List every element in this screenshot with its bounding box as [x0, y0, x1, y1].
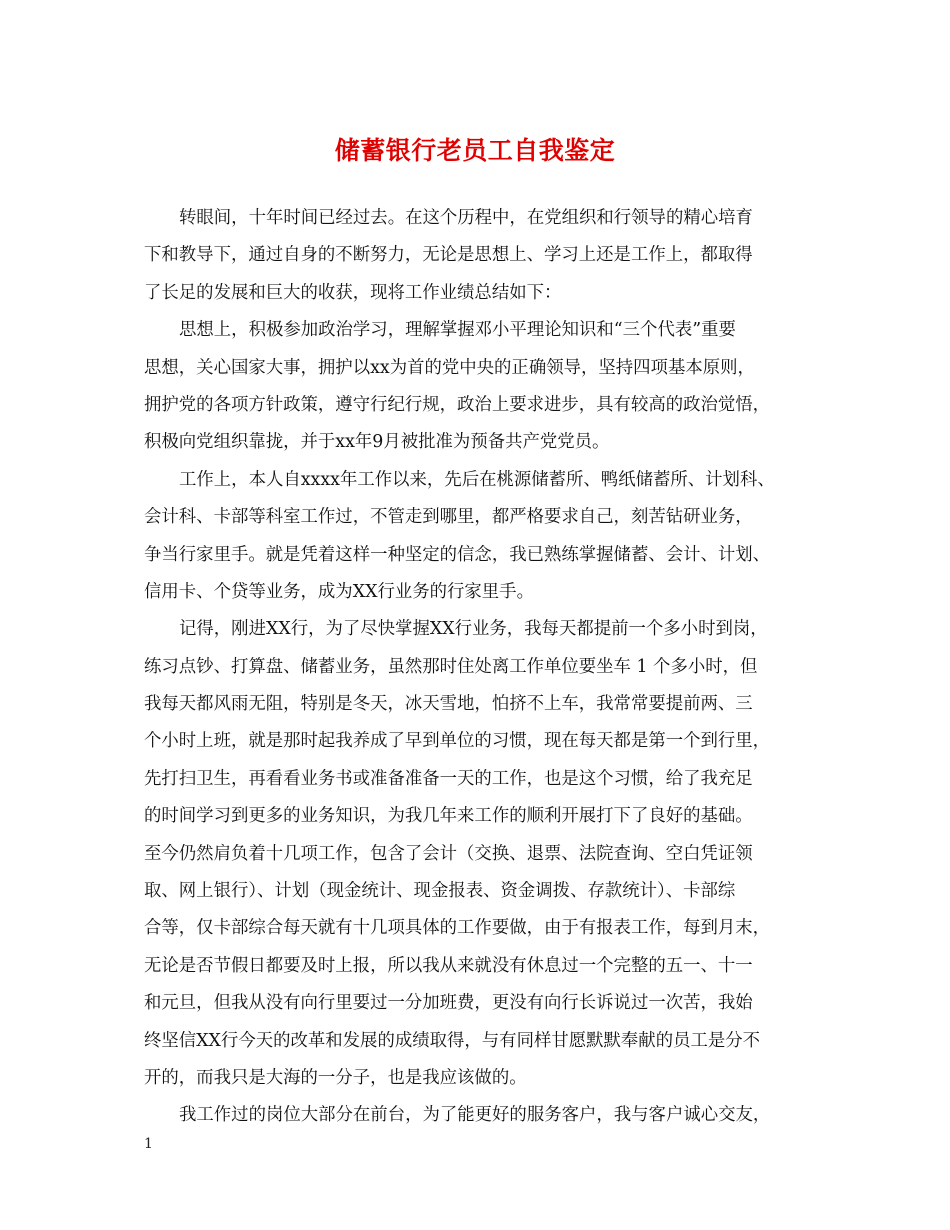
paragraph-line: 下和教导下，通过自身的不断努力，无论是思想上、学习上还是工作上，都取得 — [144, 245, 753, 266]
paragraph-line: 思想上，积极参加政治学习，理解掌握邓小平理论知识和“三个代表”重要 — [179, 320, 736, 341]
paragraph-line: 我工作过的岗位大部分在前台，为了能更好的服务客户，我与客户诚心交友， — [179, 1105, 771, 1126]
paragraph-line: 工作上，本人自xxxx年工作以来，先后在桃源储蓄所、鸭纸储蓄所、计划科、 — [179, 469, 775, 490]
paragraph-line: 信用卡、个贷等业务，成为XX行业务的行家里手。 — [144, 581, 534, 602]
paragraph-line: 会计科、卡部等科室工作过，不管走到哪里，都严格要求自己，刻苦钻研业务， — [144, 507, 753, 528]
page-number: 1 — [144, 1136, 153, 1152]
paragraph-line: 争当行家里手。就是凭着这样一种坚定的信念，我已熟练掌握储蓄、会计、计划、 — [144, 544, 771, 565]
paragraph-line: 练习点钞、打算盘、储蓄业务，虽然那时住处离工作单位要坐车 1 个多小时，但 — [144, 656, 758, 677]
paragraph-line: 了长足的发展和巨大的收获，现将工作业绩总结如下： — [144, 282, 562, 303]
paragraph-line: 先打扫卫生，再看看业务书或准备准备一天的工作，也是这个习惯，给了我充足 — [144, 768, 753, 789]
page-title: 储蓄银行老员工自我鉴定 — [334, 136, 616, 165]
paragraph-line: 和元旦，但我从没有向行里要过一分加班费，更没有向行长诉说过一次苦，我始 — [144, 993, 753, 1014]
paragraph-line: 个小时上班，就是那时起我养成了早到单位的习惯，现在每天都是第一个到行里， — [144, 731, 771, 752]
paragraph-line: 开的，而我只是大海的一分子，也是我应该做的。 — [144, 1067, 527, 1088]
paragraph-line: 记得，刚进XX行，为了尽快掌握XX行业务，我每天都提前一个多小时到岗， — [179, 619, 768, 640]
paragraph-line: 取、网上银行）、计划（现金统计、现金报表、资金调拨、存款统计）、卡部综 — [144, 881, 736, 902]
paragraph-line: 拥护党的各项方针政策，遵守行纪行规，政治上要求进步，具有较高的政治觉悟， — [144, 394, 771, 415]
paragraph-line: 积极向党组织靠拢，并于xx年9月被批准为预备共产党党员。 — [144, 432, 610, 453]
paragraph-line: 终坚信XX行今天的改革和发展的成绩取得，与有同样甘愿默默奉献的员工是分不 — [144, 1030, 761, 1051]
paragraph-line: 思想，关心国家大事，拥护以xx为首的党中央的正确领导，坚持四项基本原则， — [144, 357, 755, 378]
paragraph-line: 我每天都风雨无阻，特别是冬天，冰天雪地，怕挤不上车，我常常要提前两、三 — [144, 694, 753, 715]
paragraph-line: 至今仍然肩负着十几项工作，包含了会计（交换、退票、法院查询、空白凭证领 — [144, 843, 753, 864]
paragraph-line: 合等，仅卡部综合每天就有十几项具体的工作要做，由于有报表工作，每到月末， — [144, 918, 771, 939]
paragraph-line: 的时间学习到更多的业务知识，为我几年来工作的顺利开展打下了良好的基础。 — [144, 806, 753, 827]
paragraph-line: 转眼间，十年时间已经过去。在这个历程中，在党组织和行领导的精心培育 — [179, 208, 753, 228]
document-body — [144, 200, 824, 1135]
paragraph-line: 无论是否节假日都要及时上报，所以我从来就没有休息过一个完整的五一、十一 — [144, 955, 753, 976]
